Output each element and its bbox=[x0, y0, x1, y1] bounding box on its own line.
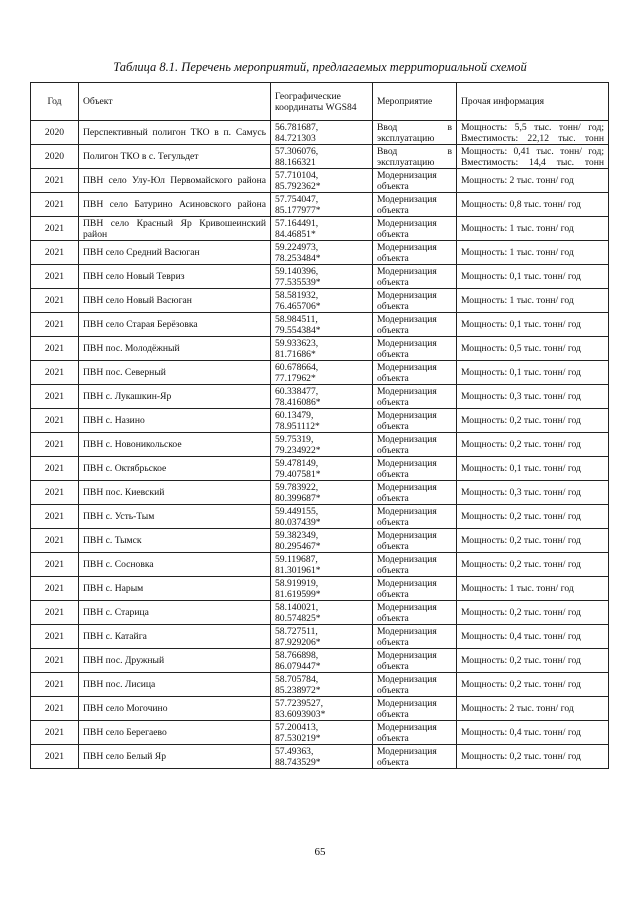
cell-object: Полигон ТКО в с. Тегульдет bbox=[79, 145, 271, 169]
longitude: 80.574825* bbox=[275, 612, 321, 624]
cell-coords bbox=[271, 145, 373, 169]
cell-object: ПВН с. Сосновка bbox=[79, 553, 271, 577]
header-year: Год bbox=[31, 83, 79, 121]
longitude: 79.407581* bbox=[275, 468, 321, 480]
cell-action: Модернизация объекта bbox=[373, 169, 457, 193]
cell-action: Модернизация объекта bbox=[373, 337, 457, 361]
cell-object: ПВН с. Старица bbox=[79, 601, 271, 625]
longitude: 88.166321 bbox=[275, 156, 316, 168]
cell-action: Модернизация объекта bbox=[373, 265, 457, 289]
cell-info: Мощность: 0,2 тыс. тонн/ год bbox=[457, 433, 609, 457]
cell-info: Мощность: 2 тыс. тонн/ год bbox=[457, 697, 609, 721]
longitude: 85.238972* bbox=[275, 684, 321, 696]
table-row bbox=[31, 433, 609, 457]
cell-coords bbox=[271, 409, 373, 433]
cell-info: Мощность: 0,4 тыс. тонн/ год bbox=[457, 625, 609, 649]
latitude: 59.140396, bbox=[275, 265, 319, 277]
cell-coords bbox=[271, 433, 373, 457]
cell-action: Модернизация объекта bbox=[373, 457, 457, 481]
cell-coords bbox=[271, 361, 373, 385]
longitude: 81.301961* bbox=[275, 564, 321, 576]
cell-action: Ввод в эксплуатацию bbox=[373, 121, 457, 145]
cell-coords bbox=[271, 481, 373, 505]
table-caption: Таблица 8.1. Перечень мероприятий, предлагаемых территориальной схемой bbox=[113, 60, 527, 74]
cell-object: ПВН с. Октябрьское bbox=[79, 457, 271, 481]
longitude: 77.17962* bbox=[275, 372, 316, 384]
latitude: 59.478149, bbox=[275, 457, 319, 469]
page-number: 65 bbox=[314, 846, 326, 858]
longitude: 87.929206* bbox=[275, 636, 321, 648]
longitude: 85.177977* bbox=[275, 204, 321, 216]
latitude: 59.75319, bbox=[275, 433, 314, 445]
latitude: 57.200413, bbox=[275, 721, 319, 733]
cell-object: ПВН пос. Молодёжный bbox=[79, 337, 271, 361]
cell-object: ПВН село Новый Васюган bbox=[79, 289, 271, 313]
cell-coords bbox=[271, 121, 373, 145]
cell-action: Модернизация объекта bbox=[373, 697, 457, 721]
cell-coords bbox=[271, 553, 373, 577]
cell-coords bbox=[271, 457, 373, 481]
cell-action: Модернизация объекта bbox=[373, 409, 457, 433]
cell-action: Модернизация объекта bbox=[373, 505, 457, 529]
longitude: 87.530219* bbox=[275, 732, 321, 744]
latitude: 59.449155, bbox=[275, 505, 319, 517]
cell-coords bbox=[271, 193, 373, 217]
cell-action: Модернизация объекта bbox=[373, 577, 457, 601]
latitude: 59.119687, bbox=[275, 553, 318, 565]
table-row bbox=[31, 217, 609, 241]
cell-year: 2021 bbox=[31, 313, 79, 337]
cell-info: Мощность: 0,1 тыс. тонн/ год bbox=[457, 457, 609, 481]
latitude: 60.13479, bbox=[275, 409, 314, 421]
table-row bbox=[31, 145, 609, 169]
cell-coords bbox=[271, 505, 373, 529]
cell-info: Мощность: 1 тыс. тонн/ год bbox=[457, 577, 609, 601]
header-object: Объект bbox=[79, 83, 271, 121]
table-row bbox=[31, 265, 609, 289]
longitude: 79.234922* bbox=[275, 444, 321, 456]
cell-object: ПВН пос. Лисица bbox=[79, 673, 271, 697]
cell-action: Модернизация объекта bbox=[373, 289, 457, 313]
longitude: 80.399687* bbox=[275, 492, 321, 504]
latitude: 57.754047, bbox=[275, 193, 319, 205]
cell-info: Мощность: 0,8 тыс. тонн/ год bbox=[457, 193, 609, 217]
cell-year: 2020 bbox=[31, 121, 79, 145]
cell-info: Мощность: 0,2 тыс. тонн/ год bbox=[457, 673, 609, 697]
cell-coords bbox=[271, 721, 373, 745]
table-row bbox=[31, 553, 609, 577]
cell-year: 2021 bbox=[31, 409, 79, 433]
cell-action: Модернизация объекта bbox=[373, 553, 457, 577]
cell-coords bbox=[271, 241, 373, 265]
cell-coords bbox=[271, 673, 373, 697]
cell-info: Мощность: 0,3 тыс. тонн/ год bbox=[457, 385, 609, 409]
cell-year: 2020 bbox=[31, 145, 79, 169]
table-row bbox=[31, 337, 609, 361]
longitude: 83.6093903* bbox=[275, 708, 326, 720]
cell-year: 2021 bbox=[31, 361, 79, 385]
cell-object: ПВН с. Катайга bbox=[79, 625, 271, 649]
cell-coords bbox=[271, 697, 373, 721]
cell-info: Мощность: 0,3 тыс. тонн/ год bbox=[457, 481, 609, 505]
cell-info: Мощность: 0,2 тыс. тонн/ год bbox=[457, 601, 609, 625]
table-row bbox=[31, 601, 609, 625]
cell-object: ПВН село Батурино Асиновского района bbox=[79, 193, 271, 217]
cell-info: Мощность: 0,2 тыс. тонн/ год bbox=[457, 553, 609, 577]
cell-info: Мощность: 0,2 тыс. тонн/ год bbox=[457, 505, 609, 529]
latitude: 58.140021, bbox=[275, 601, 319, 613]
cell-object: ПВН с. Лукашкин-Яр bbox=[79, 385, 271, 409]
cell-info: Мощность: 0,4 тыс. тонн/ год bbox=[457, 721, 609, 745]
cell-info: Мощность: 2 тыс. тонн/ год bbox=[457, 169, 609, 193]
longitude: 88.743529* bbox=[275, 756, 321, 768]
longitude: 79.554384* bbox=[275, 324, 321, 336]
cell-info: Мощность: 0,1 тыс. тонн/ год bbox=[457, 361, 609, 385]
longitude: 81.71686* bbox=[275, 348, 316, 360]
cell-info: Мощность: 1 тыс. тонн/ год bbox=[457, 241, 609, 265]
measures-table bbox=[30, 82, 609, 769]
table-header-row bbox=[31, 83, 609, 121]
cell-year: 2021 bbox=[31, 553, 79, 577]
latitude: 57.164491, bbox=[275, 217, 319, 229]
cell-year: 2021 bbox=[31, 193, 79, 217]
table-row bbox=[31, 745, 609, 769]
cell-year: 2021 bbox=[31, 529, 79, 553]
cell-object: ПВН село Старая Берёзовка bbox=[79, 313, 271, 337]
cell-action: Модернизация объекта bbox=[373, 529, 457, 553]
cell-year: 2021 bbox=[31, 385, 79, 409]
latitude: 58.766898, bbox=[275, 649, 319, 661]
cell-action: Модернизация объекта bbox=[373, 361, 457, 385]
cell-action: Модернизация объекта bbox=[373, 721, 457, 745]
header-action: Мероприятие bbox=[373, 83, 457, 121]
latitude: 59.783922, bbox=[275, 481, 319, 493]
latitude: 59.933623, bbox=[275, 337, 319, 349]
cell-year: 2021 bbox=[31, 625, 79, 649]
cell-coords bbox=[271, 265, 373, 289]
cell-coords bbox=[271, 169, 373, 193]
latitude: 58.705784, bbox=[275, 673, 319, 685]
cell-coords bbox=[271, 625, 373, 649]
table-row bbox=[31, 241, 609, 265]
cell-year: 2021 bbox=[31, 241, 79, 265]
latitude: 58.984511, bbox=[275, 313, 318, 325]
longitude: 78.416086* bbox=[275, 396, 321, 408]
cell-coords bbox=[271, 745, 373, 769]
cell-info: Мощность: 0,2 тыс. тонн/ год bbox=[457, 409, 609, 433]
cell-object: ПВН с. Новоникольское bbox=[79, 433, 271, 457]
table-row bbox=[31, 169, 609, 193]
cell-action: Ввод в эксплуатацию bbox=[373, 145, 457, 169]
table-row bbox=[31, 385, 609, 409]
longitude: 77.535539* bbox=[275, 276, 321, 288]
table-row bbox=[31, 697, 609, 721]
table-row bbox=[31, 505, 609, 529]
latitude: 60.338477, bbox=[275, 385, 319, 397]
table-row bbox=[31, 721, 609, 745]
cell-coords bbox=[271, 337, 373, 361]
cell-year: 2021 bbox=[31, 481, 79, 505]
cell-coords bbox=[271, 601, 373, 625]
cell-year: 2021 bbox=[31, 601, 79, 625]
cell-coords bbox=[271, 289, 373, 313]
latitude: 60.678664, bbox=[275, 361, 319, 373]
cell-object: ПВН пос. Северный bbox=[79, 361, 271, 385]
cell-action: Модернизация объекта bbox=[373, 217, 457, 241]
longitude: 78.253484* bbox=[275, 252, 321, 264]
cell-action: Модернизация объекта bbox=[373, 385, 457, 409]
longitude: 85.792362* bbox=[275, 180, 321, 192]
table-row bbox=[31, 361, 609, 385]
cell-coords bbox=[271, 217, 373, 241]
cell-year: 2021 bbox=[31, 745, 79, 769]
longitude: 80.295467* bbox=[275, 540, 321, 552]
latitude: 58.727511, bbox=[275, 625, 318, 637]
cell-year: 2021 bbox=[31, 697, 79, 721]
longitude: 80.037439* bbox=[275, 516, 321, 528]
header-info: Прочая информация bbox=[457, 83, 609, 121]
latitude: 58.581932, bbox=[275, 289, 319, 301]
cell-object: ПВН с. Нарым bbox=[79, 577, 271, 601]
cell-info: Мощность: 1 тыс. тонн/ год bbox=[457, 217, 609, 241]
longitude: 76.465706* bbox=[275, 300, 321, 312]
latitude: 59.224973, bbox=[275, 241, 319, 253]
cell-coords bbox=[271, 649, 373, 673]
table-row bbox=[31, 577, 609, 601]
header-coords: Географические координаты WGS84 bbox=[271, 83, 373, 121]
cell-coords bbox=[271, 385, 373, 409]
cell-action: Модернизация объекта bbox=[373, 313, 457, 337]
table-row bbox=[31, 529, 609, 553]
cell-year: 2021 bbox=[31, 649, 79, 673]
cell-action: Модернизация объекта bbox=[373, 745, 457, 769]
cell-year: 2021 bbox=[31, 265, 79, 289]
table-row bbox=[31, 673, 609, 697]
cell-coords bbox=[271, 313, 373, 337]
latitude: 57.306076, bbox=[275, 145, 319, 157]
cell-coords bbox=[271, 529, 373, 553]
cell-info: Мощность: 1 тыс. тонн/ год bbox=[457, 289, 609, 313]
cell-year: 2021 bbox=[31, 337, 79, 361]
longitude: 84.721303 bbox=[275, 132, 316, 144]
cell-object: Перспективный полигон ТКО в п. Самусь bbox=[79, 121, 271, 145]
cell-object: ПВН село Улу-Юл Первомайского района bbox=[79, 169, 271, 193]
cell-info: Мощность: 0,2 тыс. тонн/ год bbox=[457, 529, 609, 553]
cell-object: ПВН с. Назино bbox=[79, 409, 271, 433]
table-row bbox=[31, 313, 609, 337]
latitude: 57.49363, bbox=[275, 745, 314, 757]
cell-year: 2021 bbox=[31, 505, 79, 529]
table-row bbox=[31, 289, 609, 313]
cell-year: 2021 bbox=[31, 721, 79, 745]
cell-info: Мощность: 0,41 тыс. тонн/ год; Вместимость: 14,4 тыс. тонн bbox=[457, 145, 609, 169]
cell-info: Мощность: 0,1 тыс. тонн/ год bbox=[457, 265, 609, 289]
cell-action: Модернизация объекта bbox=[373, 625, 457, 649]
cell-object: ПВН село Могочино bbox=[79, 697, 271, 721]
cell-info: Мощность: 0,5 тыс. тонн/ год bbox=[457, 337, 609, 361]
table-row bbox=[31, 625, 609, 649]
cell-action: Модернизация объекта bbox=[373, 673, 457, 697]
cell-action: Модернизация объекта bbox=[373, 193, 457, 217]
cell-action: Модернизация объекта bbox=[373, 481, 457, 505]
cell-action: Модернизация объекта bbox=[373, 601, 457, 625]
table-row bbox=[31, 193, 609, 217]
table-row bbox=[31, 649, 609, 673]
latitude: 59.382349, bbox=[275, 529, 319, 541]
cell-info: Мощность: 0,1 тыс. тонн/ год bbox=[457, 313, 609, 337]
cell-object: ПВН село Средний Васюган bbox=[79, 241, 271, 265]
latitude: 58.919919, bbox=[275, 577, 319, 589]
table-row bbox=[31, 457, 609, 481]
latitude: 57.710104, bbox=[275, 169, 319, 181]
longitude: 81.619599* bbox=[275, 588, 321, 600]
cell-year: 2021 bbox=[31, 169, 79, 193]
cell-object: ПВН пос. Дружный bbox=[79, 649, 271, 673]
cell-object: ПВН с. Тымск bbox=[79, 529, 271, 553]
cell-object: ПВН село Новый Тевриз bbox=[79, 265, 271, 289]
cell-year: 2021 bbox=[31, 217, 79, 241]
cell-object: ПВН село Красный Яр Кривошеинский район bbox=[79, 217, 271, 241]
cell-year: 2021 bbox=[31, 289, 79, 313]
cell-action: Модернизация объекта bbox=[373, 433, 457, 457]
longitude: 86.079447* bbox=[275, 660, 321, 672]
cell-object: ПВН с. Усть-Тым bbox=[79, 505, 271, 529]
cell-info: Мощность: 0,2 тыс. тонн/ год bbox=[457, 745, 609, 769]
longitude: 78.951112* bbox=[275, 420, 320, 432]
cell-action: Модернизация объекта bbox=[373, 649, 457, 673]
table-row bbox=[31, 481, 609, 505]
latitude: 57.7239527, bbox=[275, 697, 323, 709]
cell-year: 2021 bbox=[31, 457, 79, 481]
cell-year: 2021 bbox=[31, 673, 79, 697]
table-row bbox=[31, 121, 609, 145]
cell-object: ПВН пос. Киевский bbox=[79, 481, 271, 505]
cell-coords bbox=[271, 577, 373, 601]
cell-action: Модернизация объекта bbox=[373, 241, 457, 265]
cell-info: Мощность: 0,2 тыс. тонн/ год bbox=[457, 649, 609, 673]
cell-object: ПВН село Белый Яр bbox=[79, 745, 271, 769]
latitude: 56.781687, bbox=[275, 121, 319, 133]
cell-object: ПВН село Берегаево bbox=[79, 721, 271, 745]
cell-year: 2021 bbox=[31, 577, 79, 601]
longitude: 84.46851* bbox=[275, 228, 316, 240]
cell-info: Мощность: 5,5 тыс. тонн/ год; Вместимость: 22,12 тыс. тонн bbox=[457, 121, 609, 145]
cell-year: 2021 bbox=[31, 433, 79, 457]
table-row bbox=[31, 409, 609, 433]
